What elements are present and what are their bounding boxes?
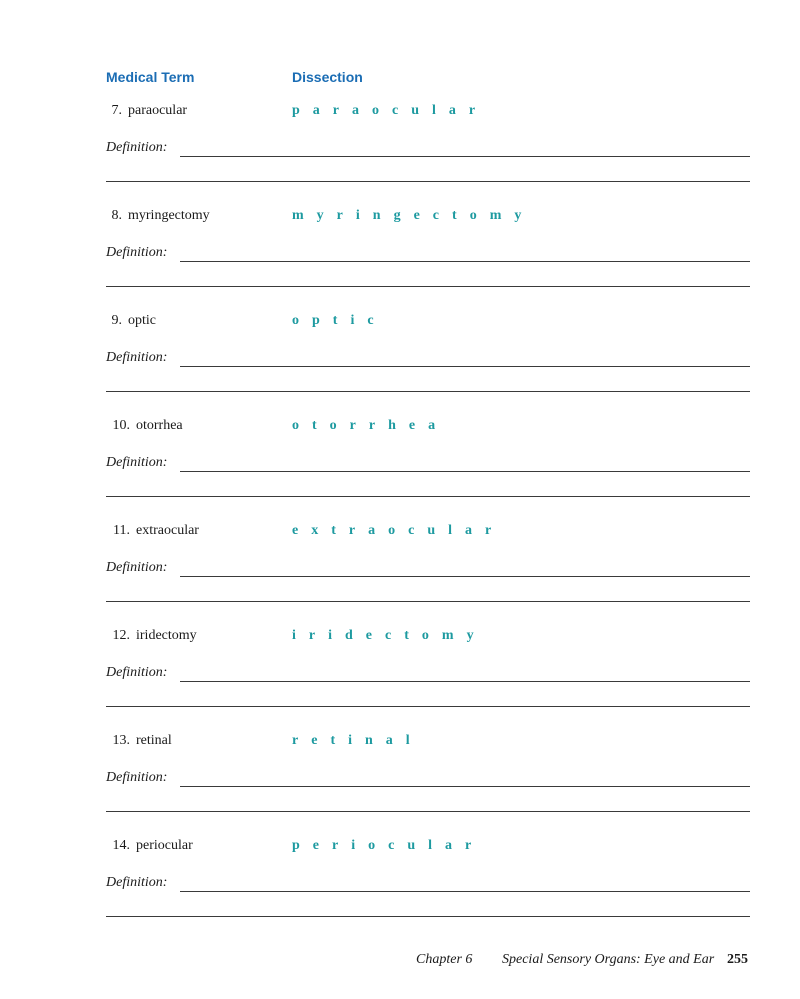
definition-blank-line-2[interactable]	[106, 286, 750, 287]
dissection-letters	[292, 417, 448, 435]
term-number: 8.	[111, 208, 122, 223]
dissection-letter: u	[411, 103, 420, 118]
definition-blank-line-2[interactable]	[106, 181, 750, 182]
term-number: 12.	[112, 628, 130, 643]
term-text: iridectomy	[136, 628, 197, 643]
definition-label: Definition:	[106, 770, 168, 785]
definition-blank-line-2[interactable]	[106, 391, 750, 392]
dissection-letter: u	[407, 838, 416, 853]
dissection-letter: i	[292, 628, 296, 643]
term-text: myringectomy	[128, 208, 210, 223]
dissection-letter: a	[448, 103, 456, 118]
dissection-letter: g	[393, 208, 401, 223]
dissection-letter: e	[311, 733, 318, 748]
medical-term	[106, 732, 172, 750]
dissection-letters	[292, 732, 423, 750]
definition-blank-line[interactable]	[180, 261, 750, 262]
dissection-letter: o	[368, 838, 376, 853]
dissection-letter: o	[388, 523, 396, 538]
dissection-letter: a	[368, 523, 376, 538]
term-text: periocular	[136, 838, 193, 853]
dissection-letter: o	[329, 418, 337, 433]
dissection-header: Dissection	[292, 69, 363, 85]
definition-label: Definition:	[106, 455, 168, 470]
dissection-letters	[292, 207, 534, 225]
term-number: 9.	[111, 313, 122, 328]
dissection-letter: y	[514, 208, 522, 223]
definition-label: Definition:	[106, 140, 168, 155]
dissection-letter: o	[469, 208, 477, 223]
dissection-letter: i	[348, 733, 352, 748]
dissection-letter: m	[489, 208, 502, 223]
medical-term	[106, 627, 197, 645]
dissection-letter: o	[292, 418, 299, 433]
dissection-letter: p	[292, 103, 300, 118]
footer-chapter-title: Special Sensory Organs: Eye and Ear	[502, 952, 715, 967]
dissection-letter: e	[413, 208, 420, 223]
dissection-letter: i	[350, 313, 355, 328]
term-entry	[0, 732, 800, 832]
dissection-letter: y	[466, 628, 474, 643]
medical-term	[98, 312, 156, 330]
definition-blank-line[interactable]	[180, 786, 750, 787]
dissection-letter: t	[330, 733, 336, 748]
dissection-letter: e	[312, 838, 320, 853]
term-entry	[0, 522, 800, 622]
term-number: 13.	[112, 733, 130, 748]
page-number: 255	[727, 952, 748, 967]
dissection-letter: u	[427, 523, 436, 538]
dissection-letter: a	[445, 838, 453, 853]
footer-chapter: Chapter 6	[416, 952, 473, 967]
definition-blank-line[interactable]	[180, 576, 750, 577]
definition-blank-line-2[interactable]	[106, 706, 750, 707]
definition-blank-line[interactable]	[180, 156, 750, 157]
dissection-letter: p	[292, 838, 300, 853]
term-entry	[0, 102, 800, 202]
dissection-letter: e	[408, 418, 416, 433]
dissection-letter: a	[428, 418, 436, 433]
term-number: 14.	[112, 838, 130, 853]
medical-term	[106, 522, 199, 540]
definition-blank-line-2[interactable]	[106, 916, 750, 917]
dissection-letter: r	[485, 523, 492, 538]
term-entry	[0, 837, 800, 937]
dissection-letter: c	[408, 523, 415, 538]
dissection-letter: i	[328, 628, 332, 643]
dissection-letter: o	[421, 628, 429, 643]
dissection-letters	[292, 102, 488, 120]
dissection-letter: t	[331, 523, 336, 538]
dissection-letter: a	[465, 523, 473, 538]
dissection-letter: p	[312, 313, 320, 328]
dissection-letter: m	[441, 628, 454, 643]
definition-label: Definition:	[106, 875, 168, 890]
dissection-letter: t	[332, 313, 338, 328]
dissection-letter: t	[312, 418, 317, 433]
term-entry	[0, 207, 800, 307]
dissection-letter: r	[292, 733, 299, 748]
dissection-letter: r	[308, 628, 316, 643]
dissection-letter: r	[332, 103, 340, 118]
dissection-letter: r	[336, 208, 343, 223]
dissection-letters	[292, 522, 504, 540]
dissection-letter: x	[311, 523, 319, 538]
dissection-letter: y	[316, 208, 324, 223]
dissection-letter: r	[468, 103, 476, 118]
dissection-letter: r	[368, 418, 376, 433]
dissection-letter: l	[432, 103, 436, 118]
column-headers	[0, 69, 800, 87]
dissection-letter: i	[351, 838, 356, 853]
dissection-letter: r	[348, 523, 356, 538]
dissection-letter: l	[448, 523, 453, 538]
dissection-letter: t	[452, 208, 457, 223]
dissection-letter: e	[365, 628, 373, 643]
term-number: 11.	[113, 523, 130, 538]
definition-blank-line[interactable]	[180, 471, 750, 472]
dissection-letter: t	[404, 628, 409, 643]
definition-blank-line-2[interactable]	[106, 496, 750, 497]
page-footer	[0, 952, 800, 972]
term-number: 10.	[112, 418, 130, 433]
dissection-letter: c	[367, 313, 374, 328]
dissection-letter: r	[332, 838, 339, 853]
definition-label: Definition:	[106, 245, 168, 260]
dissection-letter: l	[428, 838, 433, 853]
term-text: extraocular	[136, 523, 199, 538]
dissection-letters	[292, 837, 484, 855]
definition-blank-line[interactable]	[180, 891, 750, 892]
dissection-letter: a	[385, 733, 393, 748]
dissection-letter: c	[385, 628, 392, 643]
dissection-letter: a	[352, 103, 360, 118]
dissection-letter: i	[355, 208, 360, 223]
medical-term-header: Medical Term	[106, 69, 195, 85]
definition-blank-line[interactable]	[180, 681, 750, 682]
definition-label: Definition:	[106, 560, 168, 575]
dissection-letter: c	[388, 838, 395, 853]
dissection-letter: c	[432, 208, 440, 223]
dissection-letter: o	[292, 313, 299, 328]
dissection-letter: r	[465, 838, 472, 853]
dissection-letters	[292, 627, 487, 645]
dissection-letter: e	[292, 523, 299, 538]
dissection-letter: m	[292, 208, 304, 223]
dissection-letter: o	[372, 103, 380, 118]
dissection-letter: n	[372, 208, 381, 223]
definition-blank-line-2[interactable]	[106, 601, 750, 602]
medical-term	[106, 837, 193, 855]
medical-term	[98, 102, 187, 120]
dissection-letters	[292, 312, 387, 330]
medical-term	[98, 207, 210, 225]
definition-blank-line[interactable]	[180, 366, 750, 367]
term-text: paraocular	[128, 103, 188, 118]
dissection-letter: r	[349, 418, 356, 433]
term-entry	[0, 417, 800, 517]
definition-label: Definition:	[106, 665, 168, 680]
definition-label: Definition:	[106, 350, 168, 365]
term-text: optic	[128, 313, 156, 328]
dissection-letter: c	[392, 103, 399, 118]
term-number: 7.	[111, 103, 122, 118]
term-text: retinal	[136, 733, 172, 748]
dissection-letter: n	[365, 733, 373, 748]
definition-blank-line-2[interactable]	[106, 811, 750, 812]
term-entry	[0, 312, 800, 412]
dissection-letter: a	[312, 103, 320, 118]
dissection-letter: h	[388, 418, 396, 433]
term-entry	[0, 627, 800, 727]
term-text: otorrhea	[136, 418, 183, 433]
dissection-letter: d	[345, 628, 353, 643]
dissection-letter: l	[405, 733, 410, 748]
medical-term	[106, 417, 183, 435]
